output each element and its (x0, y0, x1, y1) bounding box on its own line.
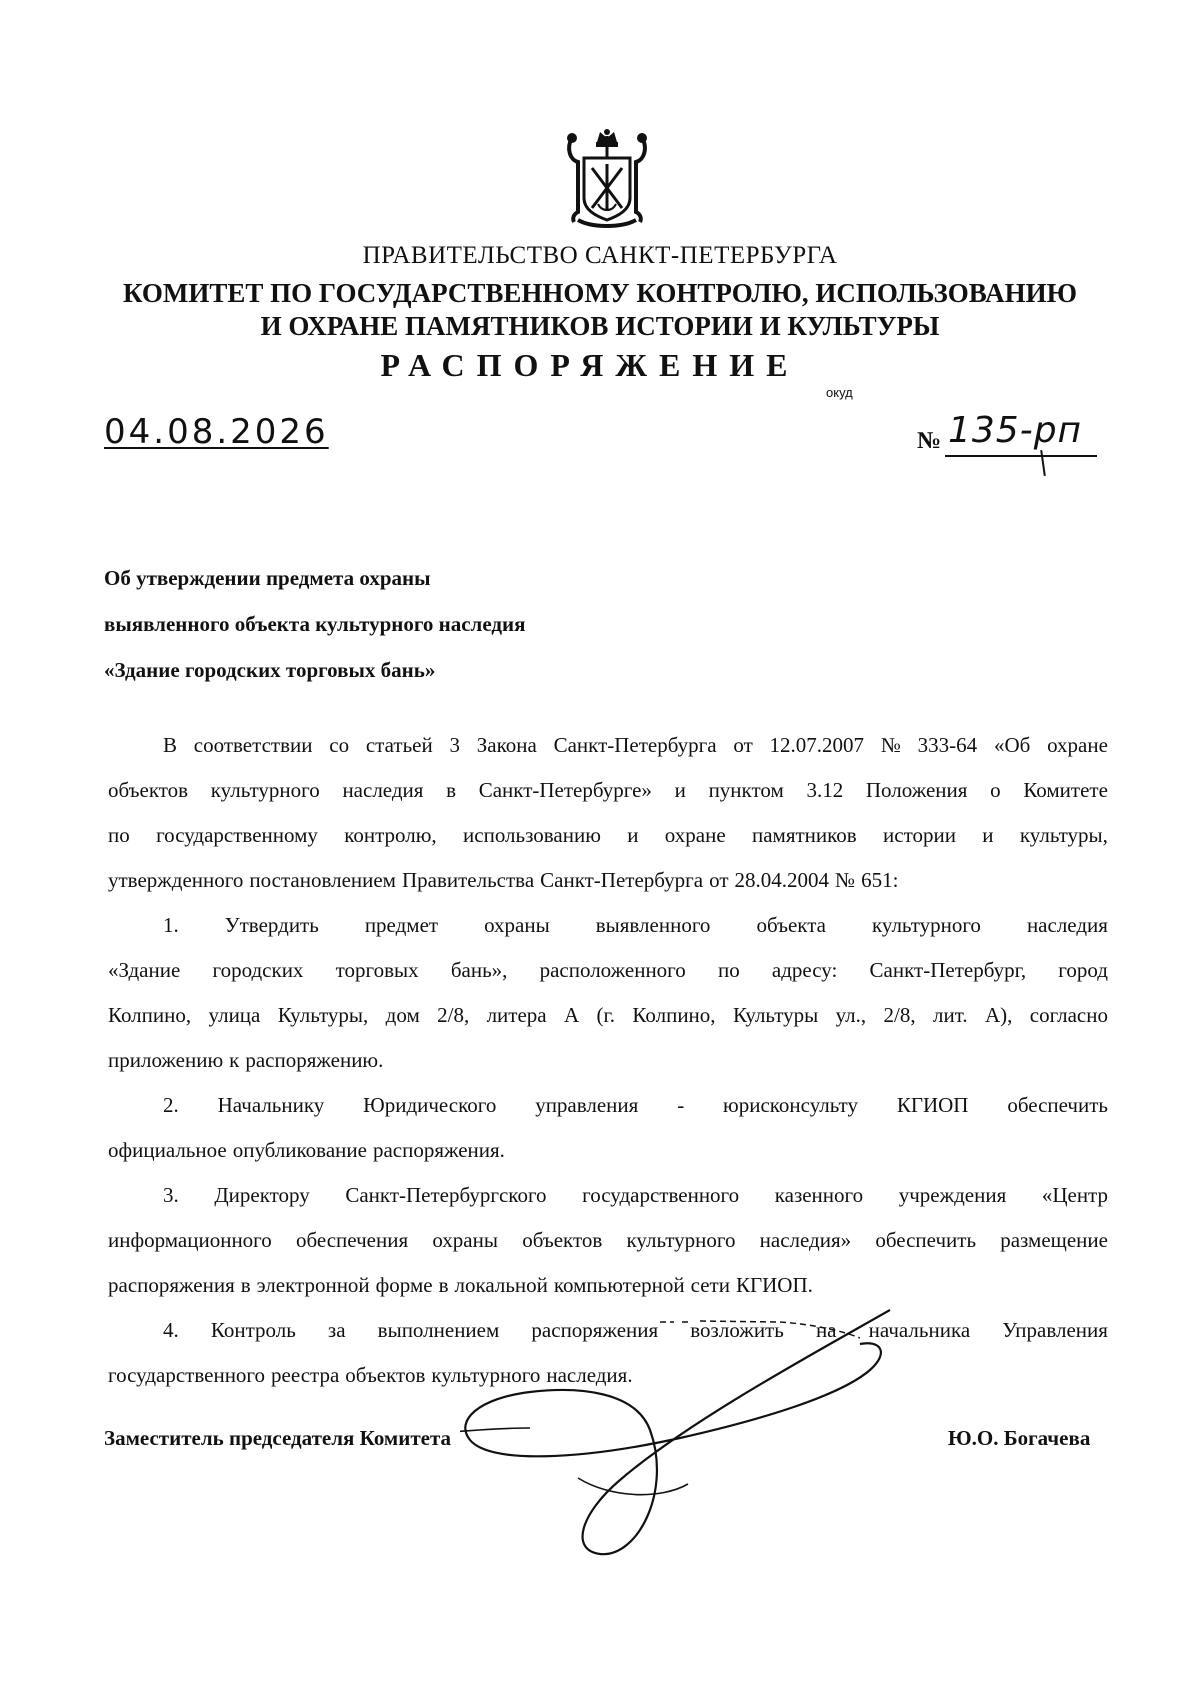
body-word: государственного (582, 1183, 740, 1207)
body-word: информационного (108, 1228, 272, 1252)
body-word: Юридического (363, 1093, 497, 1117)
number-prefix: № (917, 428, 942, 454)
subject-line: Об утверждении предмета охраны (104, 566, 431, 590)
body-word: распоряжения. (372, 1138, 505, 1162)
body-word: истории (883, 823, 956, 847)
body-word: литера (486, 1003, 547, 1027)
body-word: Санкт-Петербург, (869, 958, 1027, 982)
body-word: контролю, (344, 823, 437, 847)
body-word: от (733, 733, 753, 757)
subject-line: «Здание городских торговых бань» (104, 658, 436, 682)
body-word: возложить (690, 1318, 784, 1342)
body-word: обеспечить (1007, 1093, 1108, 1117)
body-word: за (327, 1318, 346, 1342)
body-word: постановлением (249, 868, 396, 892)
committee-title-line-1: КОМИТЕТ ПО ГОСУДАРСТВЕННОМУ КОНТРОЛЮ, ИСПОЛЬЗОВАНИЮ (123, 278, 1077, 308)
body-word: Санкт-Петербургского (345, 1183, 547, 1207)
body-word: наследия (1026, 913, 1108, 937)
body-word: культурного (871, 913, 981, 937)
body-word: государственного (108, 1363, 266, 1387)
body-word: объектов (345, 1363, 426, 1387)
body-word: Положения (865, 778, 968, 802)
body-word: реестра (271, 1363, 340, 1387)
body-word: распоряжению. (245, 1048, 384, 1072)
body-word: Закона (476, 733, 537, 757)
body-word: ул., (835, 1003, 867, 1027)
body-word: Правительства (401, 868, 535, 892)
subject-line: выявленного объекта культурного наследия (104, 612, 526, 636)
body-line (108, 1173, 1108, 1218)
body-word: Директору (214, 1183, 310, 1207)
body-word: со (329, 733, 350, 757)
body-word: № (880, 733, 901, 757)
body-word: компьютерной (553, 1273, 685, 1297)
body-word: 1. (163, 913, 179, 937)
body-line (108, 813, 1108, 858)
body-word: форме (375, 1273, 433, 1297)
body-word: Культуры, (277, 1003, 369, 1027)
body-word: юрисконсульту (723, 1093, 858, 1117)
body-word: адресу: (771, 958, 838, 982)
body-word: 4. (163, 1318, 179, 1342)
body-word: обеспечения (295, 1228, 409, 1252)
body-word: 2/8, (437, 1003, 470, 1027)
body-line (108, 1218, 1108, 1263)
body-word: Санкт-Петербурга (553, 733, 717, 757)
body-word: к (229, 1048, 240, 1072)
body-word: Санкт-Петербурга (540, 868, 704, 892)
document-subject (104, 555, 525, 693)
body-word: охраны (484, 913, 550, 937)
body-word: торговых (335, 958, 419, 982)
body-word: и (674, 778, 686, 802)
body-word: объекта (756, 913, 826, 937)
document-type-title: РАСПОРЯЖЕНИЕ (380, 347, 800, 383)
body-word: согласно (1029, 1003, 1108, 1027)
body-word: (г. (596, 1003, 616, 1027)
body-word: 3 (449, 733, 460, 757)
body-word: и (627, 823, 639, 847)
body-word: 3.12 (806, 778, 844, 802)
body-word: объектов (108, 778, 189, 802)
body-word: улица (208, 1003, 261, 1027)
body-line (108, 948, 1108, 993)
body-word: 12.07.2007 (769, 733, 865, 757)
body-word: Утвердить (224, 913, 319, 937)
body-word: Начальнику (217, 1093, 325, 1117)
body-word: о (990, 778, 1001, 802)
body-word: утвержденного (108, 868, 244, 892)
body-line (108, 903, 1108, 948)
body-word: КГИОП. (735, 1273, 813, 1297)
body-word: 651: (861, 868, 899, 892)
body-line (108, 1128, 1108, 1173)
handwritten-signature-icon (460, 1300, 980, 1580)
body-word: А), (984, 1003, 1013, 1027)
body-word: и (982, 823, 994, 847)
body-word: предмет (364, 913, 439, 937)
body-word: статьей (365, 733, 433, 757)
okud-label: окуд (826, 385, 853, 400)
committee-title-line-2: И ОХРАНЕ ПАМЯТНИКОВ ИСТОРИИ И КУЛЬТУРЫ (260, 311, 940, 341)
body-word: лит. (933, 1003, 968, 1027)
body-word: Управления (1002, 1318, 1108, 1342)
body-word: от (709, 868, 729, 892)
document-body (108, 723, 1108, 1398)
body-word: Комитете (1023, 778, 1108, 802)
body-word: дом (385, 1003, 420, 1027)
body-line (108, 1083, 1108, 1128)
body-word: Колпино, (632, 1003, 716, 1027)
body-word: «Центр (1041, 1183, 1108, 1207)
body-word: культурного (210, 778, 320, 802)
body-word: Контроль (210, 1318, 296, 1342)
body-word: в (240, 1273, 251, 1297)
body-word: в (438, 1273, 449, 1297)
body-word: обеспечить (875, 1228, 977, 1252)
body-word: бань», (450, 958, 508, 982)
body-word: государственному (156, 823, 318, 847)
government-title: ПРАВИТЕЛЬСТВО САНКТ-ПЕТЕРБУРГА (362, 242, 838, 269)
body-word: - (677, 1093, 685, 1117)
body-word: памятников (751, 823, 857, 847)
body-word: по (108, 823, 130, 847)
body-word: КГИОП (896, 1093, 969, 1117)
body-word: выполнением (377, 1318, 500, 1342)
body-word: приложению (108, 1048, 224, 1072)
body-word: культурного (626, 1228, 736, 1252)
signatory-role: Заместитель председателя Комитета (104, 1426, 452, 1450)
body-word: 2. (163, 1093, 179, 1117)
spb-coat-of-arms-icon (564, 128, 650, 232)
body-word: В (163, 733, 178, 757)
body-word: «Об (993, 733, 1031, 757)
body-word: «Здание (108, 958, 181, 982)
body-word: охране (664, 823, 726, 847)
body-line (108, 723, 1108, 768)
body-word: официальное (108, 1138, 227, 1162)
body-word: охране (1047, 733, 1108, 757)
body-word: наследия» (759, 1228, 852, 1252)
body-word: Санкт-Петербурге» (478, 778, 652, 802)
body-word: на (815, 1318, 837, 1342)
body-word: соответствии (193, 733, 313, 757)
body-word: учреждения (898, 1183, 1007, 1207)
body-word: культуры, (1019, 823, 1108, 847)
document-date: 04.08.2026 (104, 412, 329, 452)
body-word: культурного (431, 1363, 541, 1387)
body-line (108, 993, 1108, 1038)
body-word: объектов (522, 1228, 603, 1252)
body-word: 2/8, (883, 1003, 916, 1027)
body-word: наследия (342, 778, 424, 802)
body-word: А (564, 1003, 580, 1027)
body-word: начальника (868, 1318, 971, 1342)
signatory-name: Ю.О. Богачева (948, 1426, 1091, 1450)
body-word: электронной (256, 1273, 370, 1297)
number-underline (945, 455, 1097, 457)
body-word: выявленного (595, 913, 711, 937)
body-word: управления (535, 1093, 639, 1117)
body-word: сети (690, 1273, 730, 1297)
body-line (108, 768, 1108, 813)
body-word: 333-64 (917, 733, 978, 757)
body-word: 3. (163, 1183, 179, 1207)
number-underline-tick (1040, 450, 1046, 476)
body-word: казенного (774, 1183, 864, 1207)
body-word: № (835, 868, 856, 892)
body-word: 28.04.2004 (734, 868, 830, 892)
body-word: наследия. (546, 1363, 633, 1387)
document-number: 135-рп (948, 410, 1083, 451)
body-word: опубликование (232, 1138, 367, 1162)
body-word: Колпино, (108, 1003, 192, 1027)
body-word: расположенного (539, 958, 686, 982)
body-word: пунктом (708, 778, 784, 802)
body-word: локальной (454, 1273, 548, 1297)
body-line (108, 858, 1108, 903)
body-word: распоряжения (108, 1273, 235, 1297)
body-word: размещение (1000, 1228, 1108, 1252)
body-word: городских (212, 958, 304, 982)
body-word: Культуры (732, 1003, 819, 1027)
body-word: город (1058, 958, 1108, 982)
body-word: по (717, 958, 740, 982)
body-word: в (446, 778, 457, 802)
body-word: охраны (432, 1228, 498, 1252)
body-word: распоряжения (531, 1318, 659, 1342)
body-word: использованию (463, 823, 601, 847)
body-line (108, 1038, 1108, 1083)
